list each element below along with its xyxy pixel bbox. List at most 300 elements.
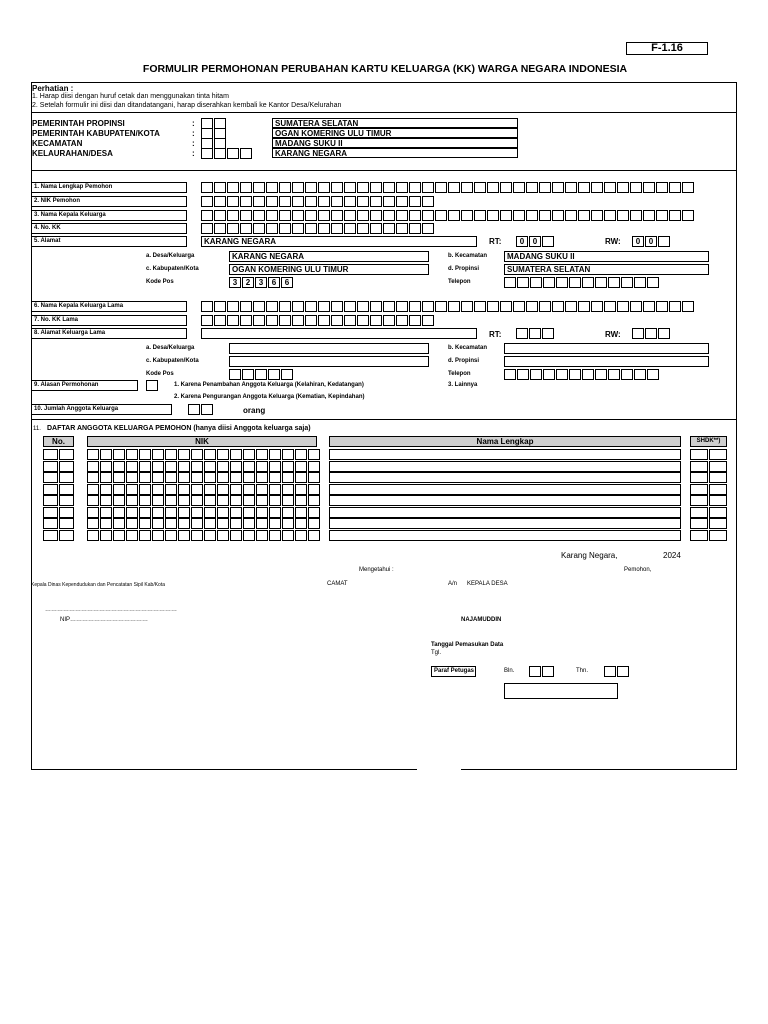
- member-name-field[interactable]: [329, 449, 681, 460]
- char-cell[interactable]: [422, 223, 434, 234]
- member-shdk-cells[interactable]: [690, 507, 728, 518]
- char-cell[interactable]: [344, 301, 356, 312]
- rw-cells[interactable]: 0 0: [632, 236, 671, 247]
- char-cell[interactable]: [279, 315, 291, 326]
- char-cell[interactable]: [578, 301, 590, 312]
- char-cell[interactable]: [608, 369, 620, 380]
- char-cell[interactable]: [608, 277, 620, 288]
- nama-pemohon-cells[interactable]: [201, 182, 695, 193]
- char-cell[interactable]: [357, 210, 369, 221]
- char-cell[interactable]: [279, 210, 291, 221]
- char-cell[interactable]: [409, 182, 421, 193]
- char-cell[interactable]: [318, 223, 330, 234]
- char-cell[interactable]: [539, 301, 551, 312]
- member-nik-cells[interactable]: [87, 495, 321, 506]
- char-cell[interactable]: [227, 182, 239, 193]
- char-cell[interactable]: [253, 196, 265, 207]
- char-cell[interactable]: [344, 210, 356, 221]
- char-cell[interactable]: [253, 223, 265, 234]
- member-nik-cells[interactable]: [87, 518, 321, 529]
- char-cell[interactable]: [643, 210, 655, 221]
- char-cell[interactable]: [331, 223, 343, 234]
- alamat-field[interactable]: KARANG NEGARA: [201, 236, 477, 247]
- char-cell[interactable]: [292, 301, 304, 312]
- member-name-field[interactable]: [329, 518, 681, 529]
- member-shdk-cells[interactable]: [690, 495, 728, 506]
- member-shdk-cells[interactable]: [690, 518, 728, 529]
- char-cell[interactable]: [542, 328, 554, 339]
- char-cell[interactable]: [682, 210, 694, 221]
- char-cell[interactable]: [630, 210, 642, 221]
- char-cell[interactable]: [595, 369, 607, 380]
- char-cell[interactable]: [357, 315, 369, 326]
- char-cell[interactable]: [331, 210, 343, 221]
- member-shdk-cells[interactable]: [690, 530, 728, 541]
- char-cell[interactable]: [621, 369, 633, 380]
- char-cell[interactable]: [409, 196, 421, 207]
- char-cell[interactable]: [201, 210, 213, 221]
- char-cell[interactable]: [529, 666, 541, 677]
- char-cell[interactable]: [279, 223, 291, 234]
- jumlah-anggota-cells[interactable]: [188, 404, 214, 415]
- char-cell[interactable]: [656, 182, 668, 193]
- char-cell[interactable]: [526, 210, 538, 221]
- char-cell[interactable]: [292, 210, 304, 221]
- kecamatan-field[interactable]: MADANG SUKU II: [504, 251, 709, 262]
- notes-heading: Perhatian :: [32, 84, 74, 93]
- char-cell[interactable]: [543, 277, 555, 288]
- char-cell[interactable]: [383, 182, 395, 193]
- char-cell[interactable]: [422, 182, 434, 193]
- char-cell[interactable]: [201, 223, 213, 234]
- char-cell[interactable]: [214, 210, 226, 221]
- char-cell[interactable]: [255, 369, 267, 380]
- char-cell[interactable]: [188, 404, 200, 415]
- char-cell[interactable]: [214, 196, 226, 207]
- char-cell[interactable]: [582, 369, 594, 380]
- char-cell[interactable]: [526, 301, 538, 312]
- char-cell[interactable]: [539, 182, 551, 193]
- char-cell[interactable]: [552, 210, 564, 221]
- table-row: [0, 495, 768, 506]
- char-cell[interactable]: [344, 182, 356, 193]
- col-header-nik: NIK: [87, 436, 317, 447]
- char-cell[interactable]: [383, 315, 395, 326]
- char-cell[interactable]: [305, 301, 317, 312]
- char-cell[interactable]: [435, 210, 447, 221]
- char-cell[interactable]: [383, 196, 395, 207]
- char-cell[interactable]: [617, 666, 629, 677]
- char-cell[interactable]: [266, 223, 278, 234]
- propinsi-lama-field[interactable]: [504, 356, 709, 367]
- char-cell[interactable]: [305, 315, 317, 326]
- label-nama-kepala-lama: 6. Nama Kepala Keluarga Lama: [31, 301, 187, 312]
- nama-kepala-cells[interactable]: [201, 210, 695, 221]
- char-cell[interactable]: [500, 301, 512, 312]
- char-cell[interactable]: [529, 328, 541, 339]
- char-cell[interactable]: [229, 369, 241, 380]
- char-cell[interactable]: [253, 315, 265, 326]
- char-cell[interactable]: [682, 301, 694, 312]
- char-cell[interactable]: [279, 182, 291, 193]
- char-cell[interactable]: [266, 196, 278, 207]
- kodepos-lama-cells[interactable]: [229, 369, 294, 380]
- char-cell[interactable]: [305, 223, 317, 234]
- member-shdk-cells[interactable]: [690, 484, 728, 495]
- char-cell[interactable]: [591, 210, 603, 221]
- col-header-name: Nama Lengkap: [329, 436, 681, 447]
- region-label-kabupaten: PEMERINTAH KABUPATEN/KOTA: [32, 129, 160, 138]
- char-cell[interactable]: [487, 182, 499, 193]
- char-cell[interactable]: [682, 182, 694, 193]
- char-cell[interactable]: [318, 301, 330, 312]
- char-cell[interactable]: [516, 328, 528, 339]
- char-cell[interactable]: [201, 315, 213, 326]
- char-cell[interactable]: [647, 369, 659, 380]
- char-cell[interactable]: [565, 210, 577, 221]
- char-cell[interactable]: [344, 223, 356, 234]
- char-cell[interactable]: [383, 301, 395, 312]
- desa-field[interactable]: KARANG NEGARA: [229, 251, 429, 262]
- member-name-field[interactable]: [329, 495, 681, 506]
- char-cell[interactable]: [461, 182, 473, 193]
- char-cell[interactable]: [201, 182, 213, 193]
- table-row: [0, 461, 768, 472]
- member-name-field[interactable]: [329, 461, 681, 472]
- char-cell[interactable]: [357, 223, 369, 234]
- char-cell[interactable]: [357, 182, 369, 193]
- char-cell[interactable]: [396, 315, 408, 326]
- char-cell[interactable]: [370, 196, 382, 207]
- label-no-kk-lama: 7. No. KK Lama: [31, 315, 187, 326]
- char-cell[interactable]: [669, 210, 681, 221]
- char-cell[interactable]: [331, 196, 343, 207]
- char-cell[interactable]: [422, 210, 434, 221]
- char-cell[interactable]: [370, 182, 382, 193]
- member-nik-cells[interactable]: [87, 484, 321, 495]
- kodepos-cells[interactable]: 3 2 3 6 6: [229, 277, 294, 288]
- region-label-propinsi: PEMERINTAH PROPINSI: [32, 119, 125, 128]
- char-cell[interactable]: [617, 182, 629, 193]
- char-cell[interactable]: [344, 315, 356, 326]
- propinsi-field[interactable]: SUMATERA SELATAN: [504, 264, 709, 275]
- no-kk-cells[interactable]: [201, 223, 435, 234]
- char-cell[interactable]: [617, 301, 629, 312]
- char-cell[interactable]: [647, 277, 659, 288]
- char-cell[interactable]: [645, 328, 657, 339]
- char-cell[interactable]: [242, 369, 254, 380]
- char-cell[interactable]: [240, 210, 252, 221]
- char-cell[interactable]: [146, 380, 158, 391]
- char-cell[interactable]: [435, 182, 447, 193]
- member-nik-cells[interactable]: [87, 472, 321, 483]
- char-cell[interactable]: [305, 182, 317, 193]
- bln-cells[interactable]: [529, 666, 555, 677]
- char-cell[interactable]: [658, 328, 670, 339]
- pemohon-label: Pemohon,: [624, 567, 652, 573]
- char-cell[interactable]: [634, 277, 646, 288]
- char-cell[interactable]: [318, 210, 330, 221]
- member-no-cells[interactable]: [43, 495, 75, 506]
- char-cell[interactable]: [370, 315, 382, 326]
- char-cell[interactable]: [279, 301, 291, 312]
- tgl-label: Tgl.: [431, 650, 442, 656]
- char-cell[interactable]: [448, 182, 460, 193]
- char-cell[interactable]: [530, 369, 542, 380]
- char-cell[interactable]: [279, 196, 291, 207]
- char-cell[interactable]: [214, 223, 226, 234]
- char-cell[interactable]: [305, 210, 317, 221]
- char-cell[interactable]: [656, 301, 668, 312]
- char-cell[interactable]: [240, 315, 252, 326]
- thn-cells[interactable]: [604, 666, 630, 677]
- char-cell[interactable]: [517, 277, 529, 288]
- char-cell[interactable]: [383, 210, 395, 221]
- char-cell[interactable]: [448, 210, 460, 221]
- char-cell[interactable]: [292, 315, 304, 326]
- char-cell[interactable]: [396, 301, 408, 312]
- char-cell[interactable]: [318, 196, 330, 207]
- char-cell[interactable]: [474, 301, 486, 312]
- char-cell[interactable]: [556, 277, 568, 288]
- char-cell[interactable]: [591, 182, 603, 193]
- char-cell[interactable]: [513, 182, 525, 193]
- char-cell[interactable]: [201, 404, 213, 415]
- char-cell[interactable]: [669, 301, 681, 312]
- char-cell[interactable]: [552, 182, 564, 193]
- rt-lama-cells[interactable]: [516, 328, 555, 339]
- char-cell[interactable]: [318, 182, 330, 193]
- char-cell[interactable]: [634, 369, 646, 380]
- member-shdk-cells[interactable]: [690, 449, 728, 460]
- char-cell[interactable]: [227, 196, 239, 207]
- char-cell[interactable]: [201, 301, 213, 312]
- char-cell[interactable]: [266, 210, 278, 221]
- paraf-box[interactable]: [504, 683, 618, 699]
- kabupaten-lama-field[interactable]: [229, 356, 429, 367]
- orang-label: orang: [243, 406, 266, 415]
- char-cell[interactable]: [504, 277, 516, 288]
- desa-field[interactable]: KARANG NEGARA: [272, 148, 518, 158]
- char-cell[interactable]: [552, 301, 564, 312]
- char-cell[interactable]: [487, 210, 499, 221]
- char-cell[interactable]: [530, 277, 542, 288]
- label-no-kk: 4. No. KK: [31, 223, 187, 234]
- char-cell[interactable]: [409, 210, 421, 221]
- char-cell[interactable]: [569, 369, 581, 380]
- char-cell[interactable]: [461, 301, 473, 312]
- char-cell[interactable]: [517, 369, 529, 380]
- char-cell[interactable]: [370, 223, 382, 234]
- nip-label: NIP…………………………………: [60, 617, 149, 623]
- char-cell[interactable]: [448, 301, 460, 312]
- member-name-field[interactable]: [329, 484, 681, 495]
- kabupaten-field[interactable]: OGAN KOMERING ULU TIMUR: [272, 128, 518, 138]
- member-no-cells[interactable]: [43, 472, 75, 483]
- member-shdk-cells[interactable]: [690, 472, 728, 483]
- kecamatan-field[interactable]: MADANG SUKU II: [272, 138, 518, 148]
- char-cell[interactable]: [253, 301, 265, 312]
- char-cell[interactable]: [569, 277, 581, 288]
- char-cell[interactable]: [604, 210, 616, 221]
- char-cell[interactable]: [539, 210, 551, 221]
- char-cell[interactable]: [487, 301, 499, 312]
- char-cell[interactable]: [500, 210, 512, 221]
- char-cell[interactable]: [214, 182, 226, 193]
- char-cell[interactable]: [357, 301, 369, 312]
- member-nik-cells[interactable]: [87, 530, 321, 541]
- char-cell[interactable]: [227, 223, 239, 234]
- char-cell[interactable]: [214, 301, 226, 312]
- char-cell[interactable]: [565, 182, 577, 193]
- char-cell[interactable]: [227, 210, 239, 221]
- char-cell[interactable]: [604, 666, 616, 677]
- char-cell[interactable]: [526, 182, 538, 193]
- char-cell[interactable]: [331, 301, 343, 312]
- member-nik-cells[interactable]: [87, 507, 321, 518]
- member-no-cells[interactable]: [43, 530, 75, 541]
- char-cell[interactable]: [656, 210, 668, 221]
- member-shdk-cells[interactable]: [690, 461, 728, 472]
- char-cell[interactable]: [396, 182, 408, 193]
- char-cell[interactable]: [201, 196, 213, 207]
- char-cell[interactable]: [292, 196, 304, 207]
- kecamatan-lama-field[interactable]: [504, 343, 709, 354]
- rt-cells[interactable]: 0 0: [516, 236, 555, 247]
- desa-lama-field[interactable]: [229, 343, 429, 354]
- char-cell[interactable]: [370, 210, 382, 221]
- char-cell[interactable]: [240, 223, 252, 234]
- char-cell[interactable]: [266, 301, 278, 312]
- member-no-cells[interactable]: [43, 449, 75, 460]
- char-cell[interactable]: [513, 301, 525, 312]
- char-cell[interactable]: [214, 315, 226, 326]
- char-cell[interactable]: [266, 315, 278, 326]
- char-cell[interactable]: [344, 196, 356, 207]
- char-cell[interactable]: [266, 182, 278, 193]
- char-cell[interactable]: [268, 369, 280, 380]
- char-cell[interactable]: [474, 182, 486, 193]
- member-nik-cells[interactable]: [87, 461, 321, 472]
- desa-code-cells[interactable]: [201, 148, 253, 159]
- label-nama-pemohon: 1. Nama Lengkap Pemohon: [31, 182, 187, 193]
- char-cell[interactable]: [357, 196, 369, 207]
- char-cell[interactable]: [240, 301, 252, 312]
- char-cell[interactable]: [513, 210, 525, 221]
- member-no-cells[interactable]: [43, 484, 75, 495]
- char-cell[interactable]: [409, 315, 421, 326]
- char-cell[interactable]: [422, 315, 434, 326]
- divider: [31, 170, 737, 171]
- char-cell[interactable]: [281, 369, 293, 380]
- char-cell[interactable]: [396, 196, 408, 207]
- char-cell[interactable]: [253, 210, 265, 221]
- char-cell[interactable]: [643, 182, 655, 193]
- char-cell[interactable]: [565, 301, 577, 312]
- char-cell[interactable]: [435, 301, 447, 312]
- char-cell[interactable]: [461, 210, 473, 221]
- char-cell[interactable]: [409, 223, 421, 234]
- char-cell[interactable]: [591, 301, 603, 312]
- char-cell[interactable]: [305, 196, 317, 207]
- char-cell[interactable]: [504, 369, 516, 380]
- propinsi-field[interactable]: SUMATERA SELATAN: [272, 118, 518, 128]
- char-cell[interactable]: [617, 210, 629, 221]
- member-nik-cells[interactable]: [87, 449, 321, 460]
- char-cell[interactable]: [500, 182, 512, 193]
- char-cell[interactable]: [578, 182, 590, 193]
- alasan-cell[interactable]: [146, 380, 159, 391]
- telepon-cells[interactable]: [504, 277, 660, 288]
- char-cell[interactable]: [543, 369, 555, 380]
- rw-label: RW:: [605, 237, 621, 246]
- char-cell[interactable]: [595, 277, 607, 288]
- kabupaten-field[interactable]: OGAN KOMERING ULU TIMUR: [229, 264, 429, 275]
- char-cell[interactable]: [331, 315, 343, 326]
- nik-pemohon-cells[interactable]: [201, 196, 435, 207]
- telepon-lama-cells[interactable]: [504, 369, 660, 380]
- char-cell[interactable]: [643, 301, 655, 312]
- char-cell[interactable]: [669, 182, 681, 193]
- char-cell[interactable]: [604, 301, 616, 312]
- char-cell[interactable]: [632, 328, 644, 339]
- char-cell[interactable]: [582, 277, 594, 288]
- member-name-field[interactable]: [329, 507, 681, 518]
- char-cell[interactable]: [578, 210, 590, 221]
- char-cell[interactable]: [630, 182, 642, 193]
- char-cell[interactable]: [370, 301, 382, 312]
- no-kk-lama-cells[interactable]: [201, 315, 435, 326]
- char-cell[interactable]: [630, 301, 642, 312]
- char-cell[interactable]: [542, 666, 554, 677]
- label-alasan: 9. Alasan Permohonan: [31, 380, 138, 391]
- char-cell[interactable]: [556, 369, 568, 380]
- char-cell[interactable]: [409, 301, 421, 312]
- member-name-field[interactable]: [329, 472, 681, 483]
- char-cell[interactable]: [331, 182, 343, 193]
- mengetahui-label: Mengetahui :: [359, 567, 394, 573]
- kecamatan-lama-label: b. Kecamatan: [448, 345, 488, 351]
- char-cell[interactable]: [227, 301, 239, 312]
- rw-lama-cells[interactable]: [632, 328, 671, 339]
- region-colon: :: [192, 119, 195, 128]
- char-cell[interactable]: [474, 210, 486, 221]
- char-cell[interactable]: [240, 196, 252, 207]
- char-cell[interactable]: [292, 223, 304, 234]
- char-cell[interactable]: [621, 277, 633, 288]
- member-no-cells[interactable]: [43, 461, 75, 472]
- nama-kepala-lama-cells[interactable]: [201, 301, 695, 312]
- char-cell[interactable]: [292, 182, 304, 193]
- camat-label: CAMAT: [327, 581, 348, 587]
- char-cell[interactable]: [422, 196, 434, 207]
- member-no-cells[interactable]: [43, 518, 75, 529]
- kepala-desa-label: KEPALA DESA: [467, 581, 508, 587]
- char-cell[interactable]: [253, 182, 265, 193]
- member-no-cells[interactable]: [43, 507, 75, 518]
- char-cell[interactable]: [604, 182, 616, 193]
- member-name-field[interactable]: [329, 530, 681, 541]
- char-cell[interactable]: [422, 301, 434, 312]
- alamat-lama-field[interactable]: [201, 328, 477, 339]
- char-cell[interactable]: [396, 210, 408, 221]
- char-cell[interactable]: [240, 182, 252, 193]
- char-cell[interactable]: [383, 223, 395, 234]
- char-cell[interactable]: [318, 315, 330, 326]
- rt-lama-label: RT:: [489, 330, 502, 339]
- char-cell[interactable]: [396, 223, 408, 234]
- char-cell[interactable]: [227, 315, 239, 326]
